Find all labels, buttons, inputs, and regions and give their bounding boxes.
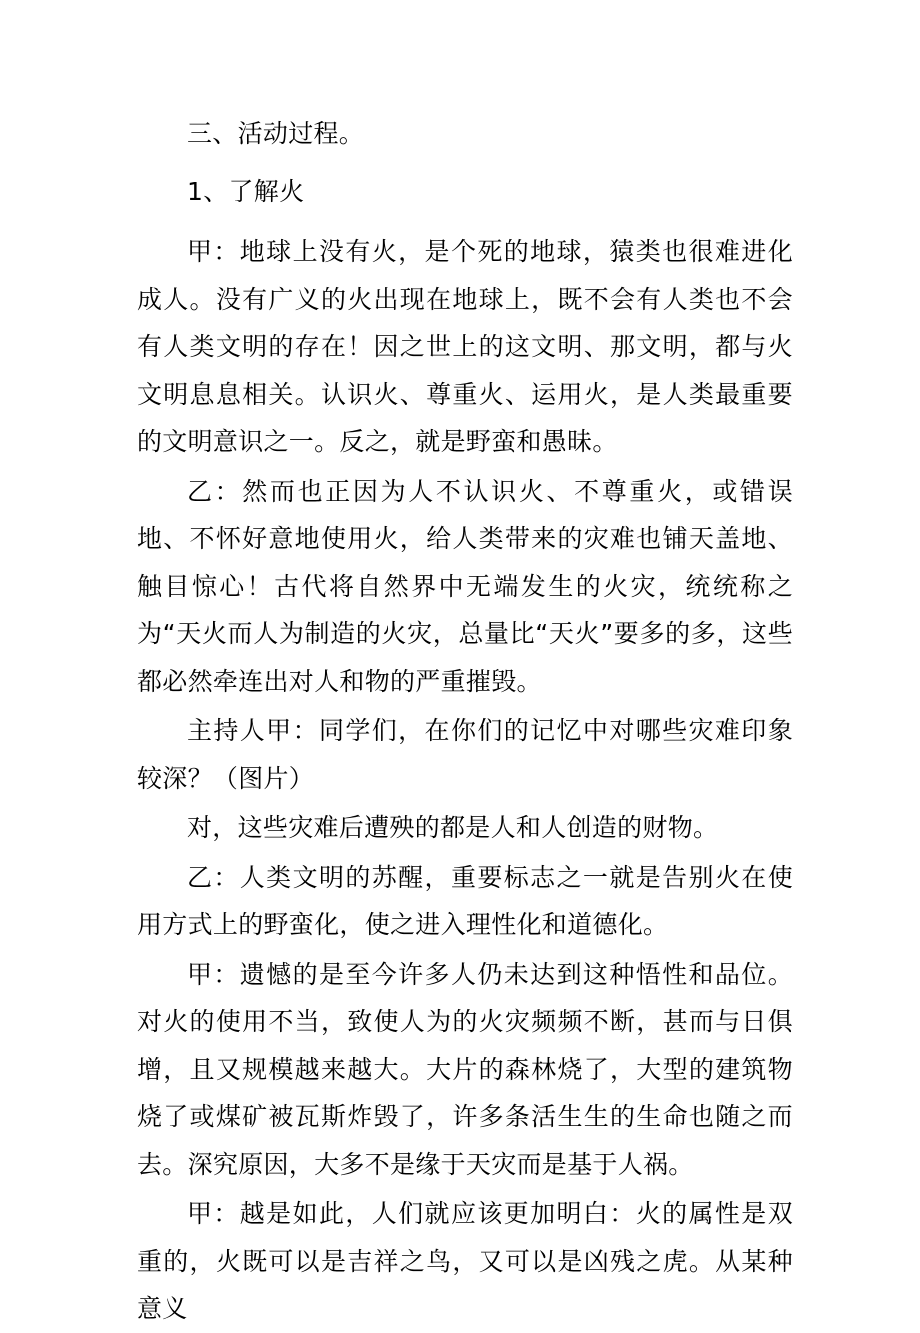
paragraph-2: 乙：然而也正因为人不认识火、不尊重火，或错误地、不怀好意地使用火，给人类带来的灾难也铺天盖地、触目惊心！古代将自然界中无端发生的火灾，统统称之为“天火而人为制造的火灾，总量比“天火”要多的多，这些都必然牵连出对人和物的严重摧毁。 — [137, 476, 793, 696]
paragraph-4: 对，这些灾难后遭殃的都是人和人创造的财物。 — [187, 813, 719, 842]
sub-heading: 1、了解火 — [187, 176, 305, 206]
section-heading: 三、活动过程。 — [187, 119, 365, 148]
paragraph-5: 乙：人类文明的苏醒，重要标志之一就是告别火在使用方式上的野蛮化，使之进入理性化和道德化。 — [137, 862, 793, 939]
paragraph-3: 主持人甲：同学们，在你们的记忆中对哪些灾难印象较深？（图片） — [137, 716, 793, 793]
document-body — [137, 110, 793, 1333]
paragraph-7: 甲：越是如此，人们就应该更加明白：火的属性是双重的，火既可以是吉祥之鸟，又可以是凶残之虎。从某种意义 — [137, 1199, 793, 1323]
paragraph-6: 甲：遗憾的是至今许多人仍未达到这种悟性和品位。对火的使用不当，致使人为的火灾频频不断，甚而与日俱增，且又规模越来越大。大片的森林烧了，大型的建筑物烧了或煤矿被瓦斯炸毁了，许多条活生生的生命也随之而去。深究原因，大多不是缘于天灾而是基于人祸。 — [137, 959, 793, 1179]
paragraph-1: 甲：地球上没有火，是个死的地球，猿类也很难进化成人。没有广义的火出现在地球上，既不会有人类也不会有人类文明的存在！因之世上的这文明、那文明，都与火文明息息相关。认识火、尊重火、运用火，是人类最重要的文明意识之一。反之，就是野蛮和愚昧。 — [137, 237, 793, 456]
